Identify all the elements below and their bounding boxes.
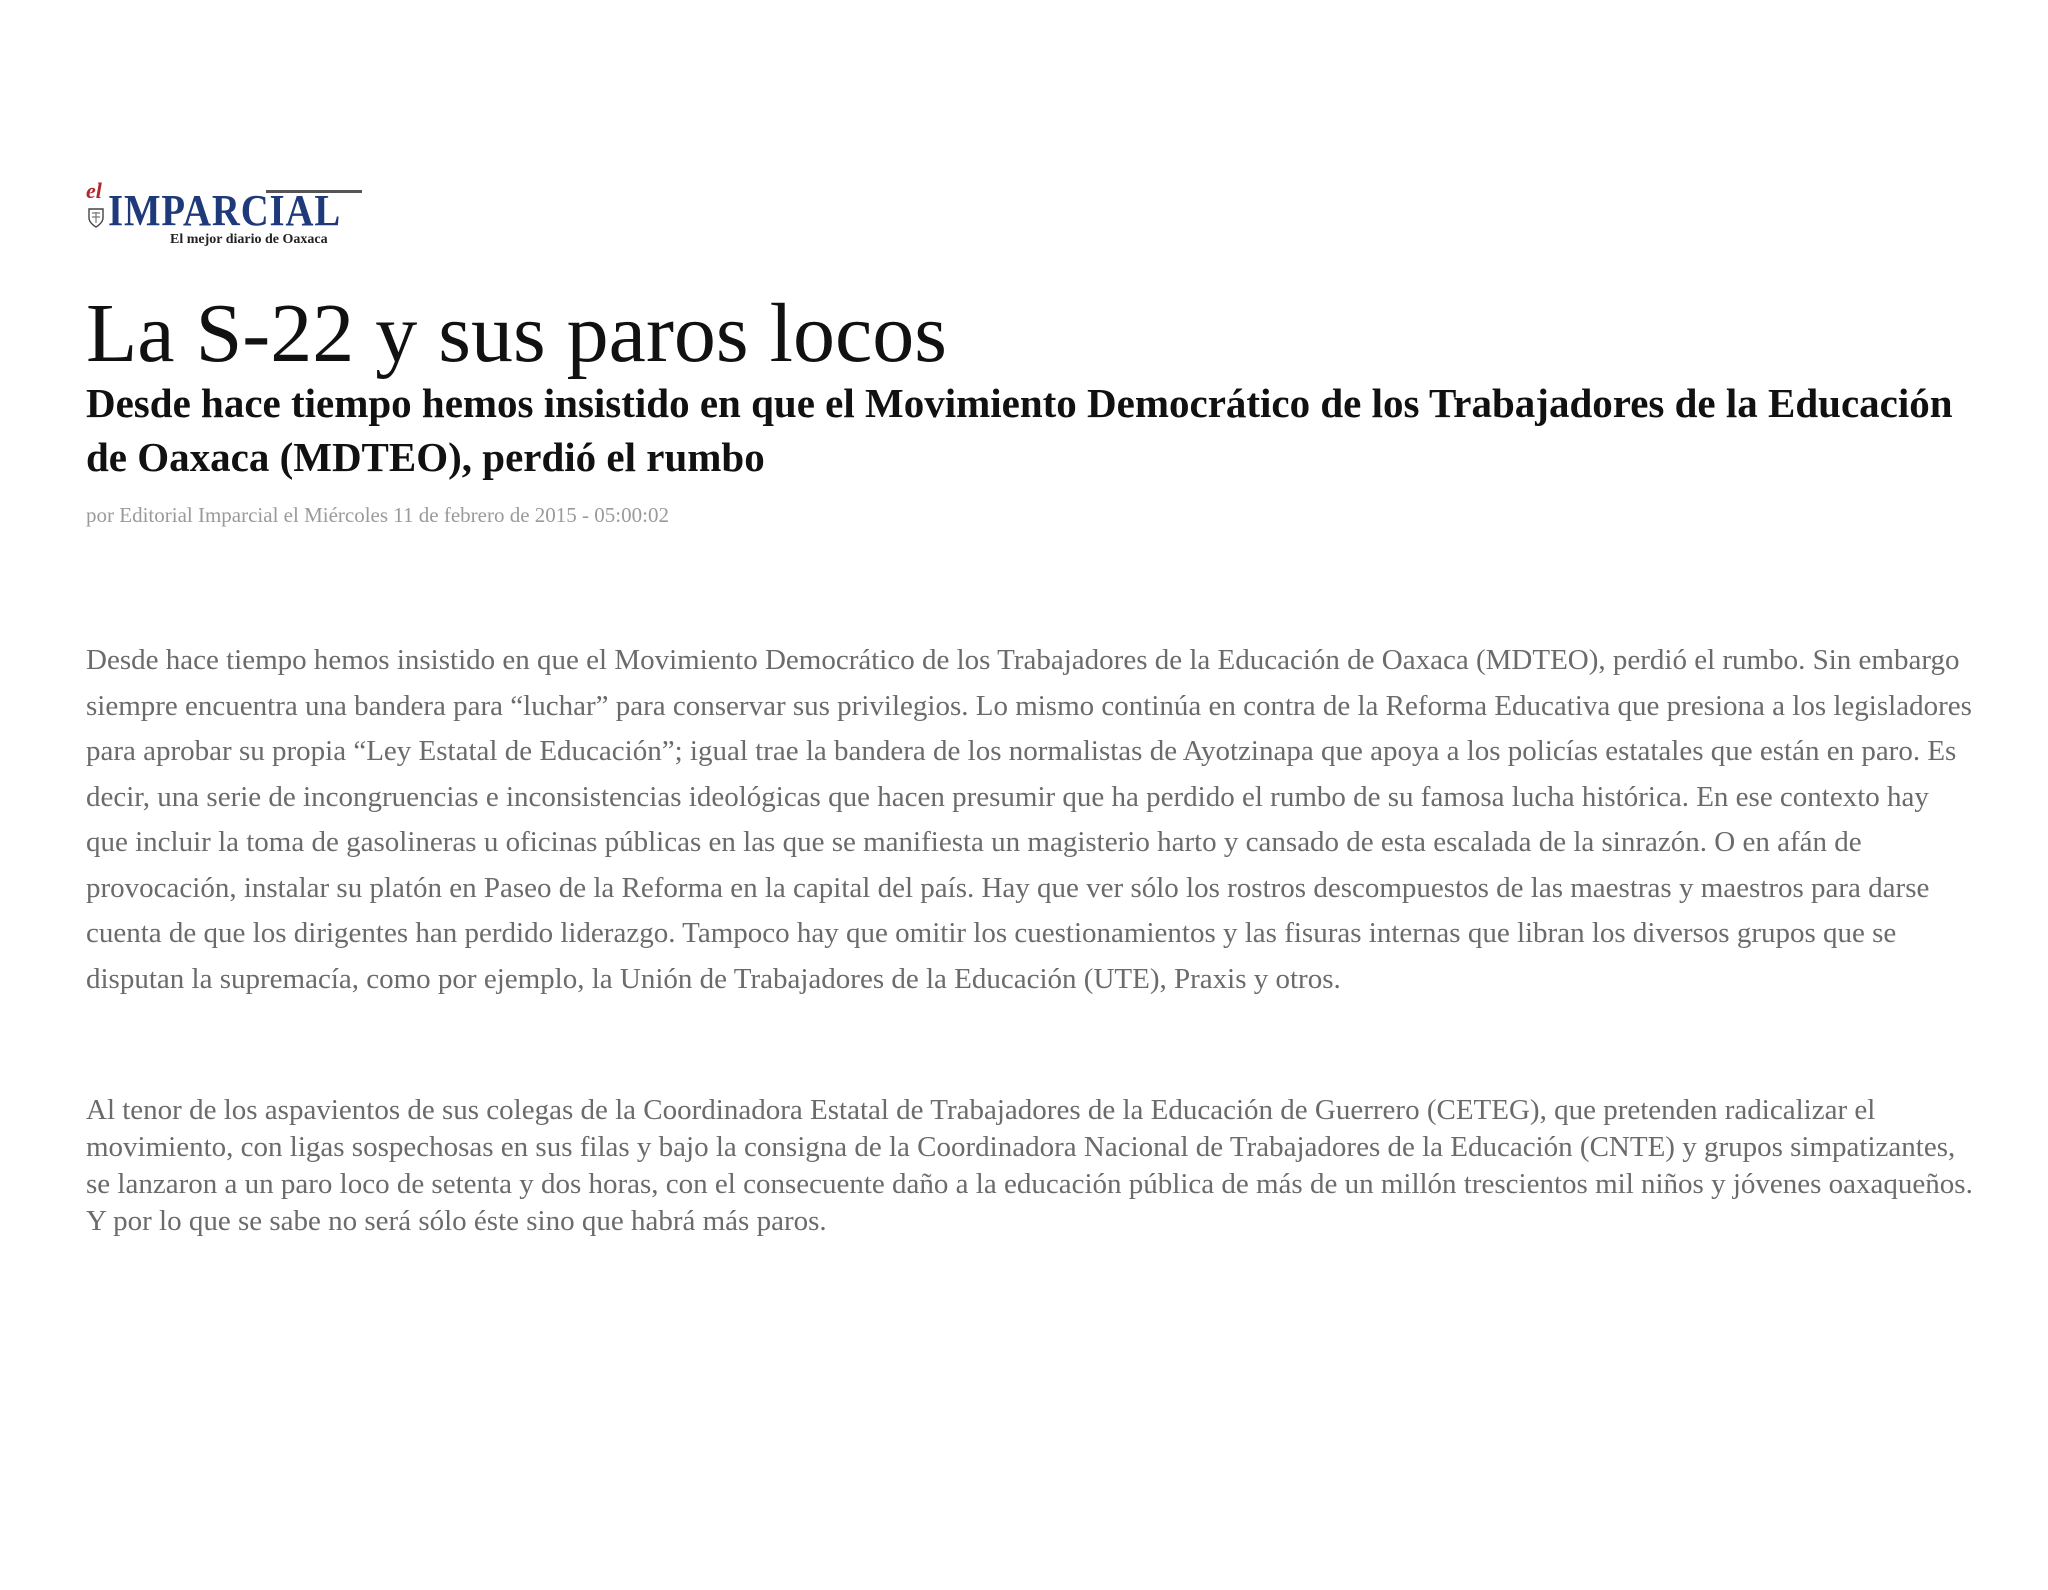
article-subtitle: Desde hace tiempo hemos insistido en que el Movimiento Democrático de los Trabajadores de la Educación de Oaxaca (MDTEO), perdió el rumbo bbox=[86, 380, 1953, 480]
newspaper-logo[interactable] bbox=[86, 178, 376, 250]
logo-name: IMPARCIAL bbox=[108, 186, 342, 235]
article-title: La S-22 y sus paros locos bbox=[86, 287, 947, 380]
article-page bbox=[86, 0, 1986, 1590]
article-paragraph: Desde hace tiempo hemos insistido en que el Movimiento Democrático de los Trabajadores de la Educación de Oaxaca (MDTEO), perdió el rumbo. Sin embargo siempre encuentra una bandera para “luchar” para conservar sus privilegios. Lo mismo continúa en contra de la Reforma Educativa que presiona a los legisladores para aprobar su propia “Ley Estatal de Educación”; igual trae la bandera de los normalistas de Ayotzinapa que apoya a los policías estatales que están en paro. Es decir, una serie de incongruencias e inconsistencias ideológicas que hacen presumir que ha perdido el rumbo de su famosa lucha histórica. En ese contexto hay que incluir la toma de gasolineras u oficinas públicas en las que se manifiesta un magisterio harto y cansado de esta escalada de la sinrazón. O en afán de provocación, instalar su platón en Paseo de la Reforma en la capital del país. Hay que ver sólo los rostros descompuestos de las maestras y maestros para darse cuenta de que los dirigentes han perdido liderazgo. Tampoco hay que omitir los cuestionamientos y las fisuras internas que libran los diversos grupos que se disputan la supremacía, como por ejemplo, la Unión de Trabajadores de la Educación (UTE), Praxis y otros. bbox=[86, 644, 1972, 995]
shield-icon bbox=[88, 208, 104, 228]
article-paragraph: Al tenor de los aspavientos de sus colegas de la Coordinadora Estatal de Trabajadores de la Educación de Guerrero (CETEG), que pretenden radicalizar el movimiento, con ligas sospechosas en sus filas y bajo la consigna de la Coordinadora Nacional de Trabajadores de la Educación (CNTE) y grupos simpatizantes, se lanzaron a un paro loco de setenta y dos horas, con el consecuente daño a la educación pública de más de un millón trescientos mil niños y jóvenes oaxaqueños. Y por lo que se sabe no será sólo éste sino que habrá más paros. bbox=[86, 1094, 1973, 1237]
article-byline: por Editorial Imparcial el Miércoles 11 de febrero de 2015 - 05:00:02 bbox=[86, 503, 669, 527]
logo-tagline: El mejor diario de Oaxaca bbox=[170, 232, 328, 247]
logo-article-word: el bbox=[86, 178, 102, 203]
